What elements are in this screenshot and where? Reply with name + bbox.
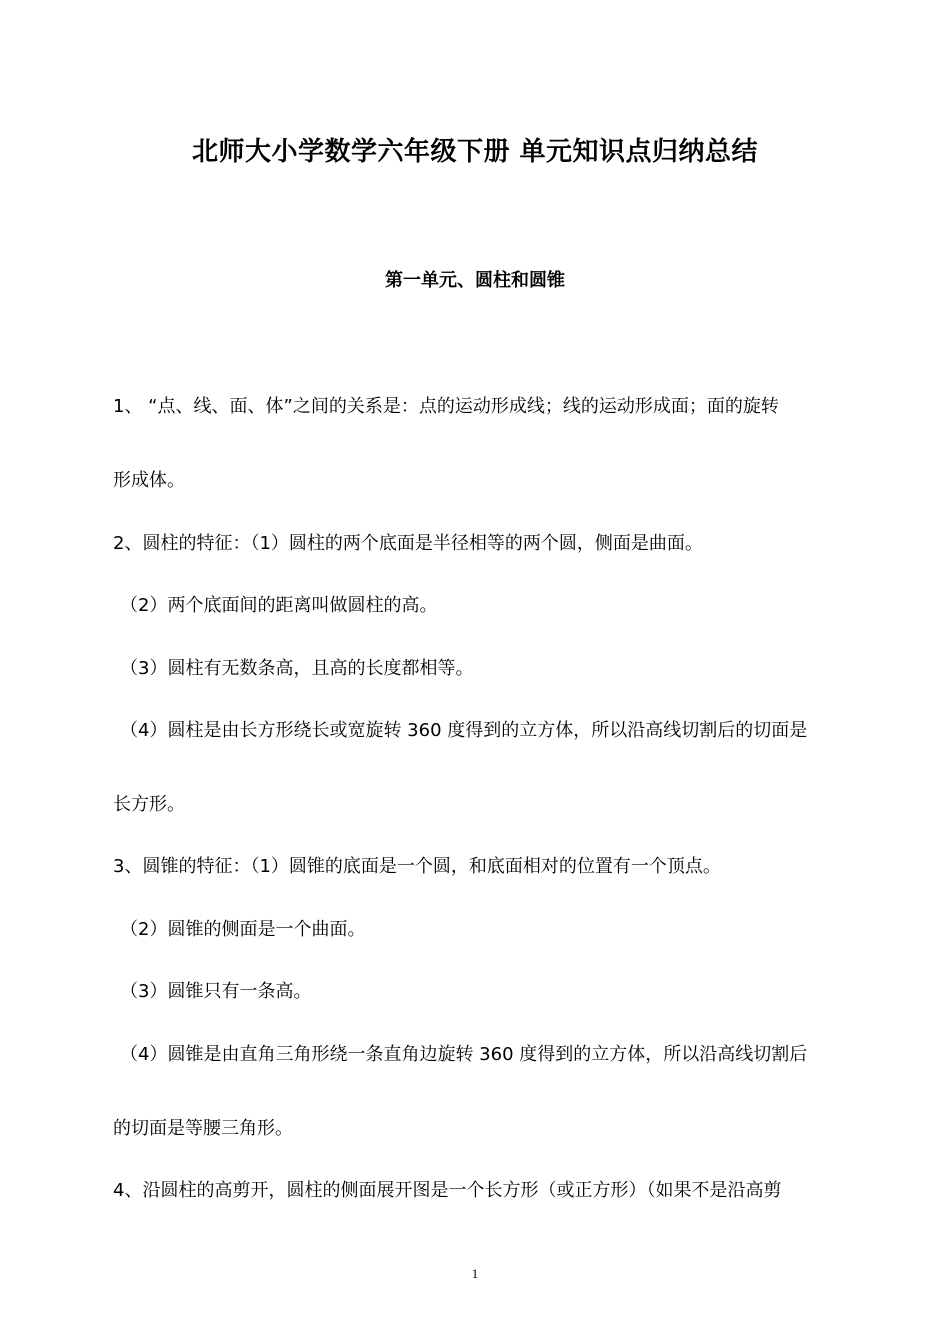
text-line: （4）圆锥是由直角三角形绕一条直角边旋转 360 度得到的立方体，所以沿高线切割后 <box>120 1044 808 1065</box>
text-line: 4、沿圆柱的高剪开，圆柱的侧面展开图是一个长方形（或正方形）（如果不是沿高剪 <box>113 1180 782 1201</box>
text-line: （4）圆柱是由长方形绕长或宽旋转 360 度得到的立方体，所以沿高线切割后的切面是 <box>120 720 808 741</box>
text-line: （3）圆柱有无数条高，且高的长度都相等。 <box>120 658 474 679</box>
page-title: 北师大小学数学六年级下册 单元知识点归纳总结 <box>191 137 759 167</box>
text-line: （2）圆锥的侧面是一个曲面。 <box>120 919 366 940</box>
text-line: 2、圆柱的特征：（1）圆柱的两个底面是半径相等的两个圆，侧面是曲面。 <box>113 533 703 554</box>
text-line: 3、圆锥的特征：（1）圆锥的底面是一个圆，和底面相对的位置有一个顶点。 <box>113 856 721 877</box>
page-number: 1 <box>471 1266 479 1281</box>
text-line: 长方形。 <box>113 794 185 815</box>
text-line: （2）两个底面间的距离叫做圆柱的高。 <box>120 595 438 616</box>
text-line: 形成体。 <box>113 470 185 491</box>
unit-heading: 第一单元、圆柱和圆锥 <box>385 270 565 291</box>
text-line: （3）圆锥只有一条高。 <box>120 981 312 1002</box>
text-line: 1、 “点、线、面、体”之间的关系是：点的运动形成线；线的运动形成面；面的旋转 <box>113 396 779 417</box>
text-line: 的切面是等腰三角形。 <box>113 1118 293 1139</box>
